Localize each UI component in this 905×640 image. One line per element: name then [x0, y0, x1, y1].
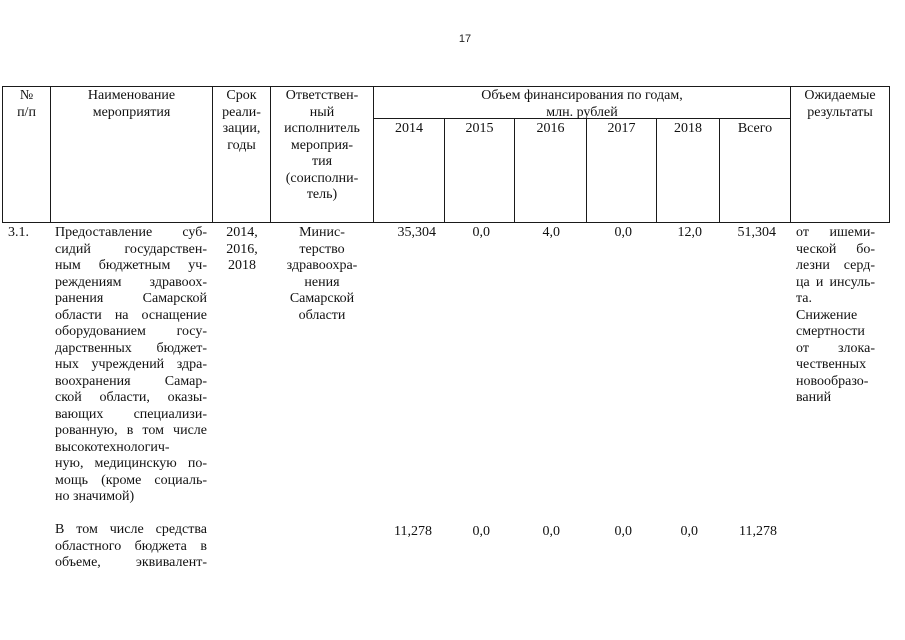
header-results-line: результаты [807, 104, 873, 120]
activity-name-line: ную, медицинскую по- [55, 456, 207, 471]
header-executor-line: мероприя- [290, 137, 354, 153]
activity-name-line: Предоставление суб- [55, 225, 207, 240]
activity-name-line: области на оснащение [55, 307, 207, 323]
header-num-line: п/п [17, 104, 36, 120]
header-num [3, 88, 50, 121]
activity-name-line: воохранения Самар- [55, 373, 207, 389]
results-line: ческой бо- [796, 241, 875, 257]
value-2018[interactable]: 12,0 [677, 225, 702, 240]
term-line: 2016, [226, 241, 258, 257]
header-results [791, 88, 889, 121]
results-line: смертности [796, 324, 865, 339]
header-year-2016: 2016 [536, 121, 565, 136]
results-line: новообразо- [796, 373, 869, 389]
results-line: лезни серд- [796, 258, 875, 273]
header-year-2018: 2018 [674, 121, 702, 136]
row-number: 3.1. [8, 225, 29, 240]
activity-name-line: ской области, оказы- [55, 390, 207, 405]
activity-name-line: оборудованием госу- [55, 324, 207, 339]
executor-line: здравоохра- [286, 258, 358, 273]
header-name-line: мероприятия [92, 104, 171, 120]
executor-line: нения [304, 274, 340, 290]
results-line: Снижение [796, 307, 858, 323]
header-term [213, 88, 270, 154]
header-executor [271, 88, 373, 204]
row-term[interactable] [215, 225, 269, 275]
header-term-line: Срок [226, 88, 257, 103]
activity-name-line: мощь (кроме социаль- [55, 472, 207, 488]
header-num-line: № [19, 88, 34, 103]
subrow-name-line: объеме, эквивалент- [55, 555, 207, 570]
subrow-value-2018[interactable]: 0,0 [680, 524, 698, 539]
activity-name-line: реждениям здравоох- [55, 274, 207, 290]
subrow-name-line: В том числе средства [55, 522, 207, 537]
activity-name-line: рованную, в том числе [55, 423, 207, 438]
value-2015[interactable]: 0,0 [472, 225, 490, 240]
results-line: чественных [796, 357, 867, 372]
results-line: ваний [796, 390, 832, 405]
activity-name-line: сидий государствен- [55, 241, 207, 257]
activity-name-line: но значимой) [55, 489, 135, 504]
activity-name-line: ранения Самарской [55, 291, 207, 306]
executor-line: Минис- [299, 225, 345, 240]
subrow-value-2014[interactable]: 11,278 [394, 524, 432, 539]
header-executor-line: исполнитель [284, 121, 360, 136]
row-activity-name[interactable] [55, 225, 207, 506]
executor-line: области [298, 307, 346, 323]
header-executor-line: тия [311, 154, 333, 169]
header-year-2014: 2014 [395, 121, 423, 136]
activity-name-line: вающих специализи- [55, 406, 207, 422]
header-term-line: годы [227, 137, 256, 153]
table-top-border [2, 86, 890, 87]
subrow-value-2016[interactable]: 0,0 [542, 524, 560, 539]
activity-name-line: высокотехнологич- [55, 439, 170, 455]
subrow-value-total[interactable]: 11,278 [739, 524, 777, 539]
header-name[interactable] [51, 88, 212, 121]
value-total[interactable]: 51,304 [737, 225, 776, 240]
results-line: ца и инсуль- [796, 274, 875, 290]
row-executor[interactable] [272, 225, 372, 324]
header-term-line: реали- [222, 104, 261, 120]
header-funding-line: млн. рублей [546, 104, 618, 120]
header-funding-title[interactable] [374, 88, 790, 121]
value-2017[interactable]: 0,0 [614, 225, 632, 240]
row-expected-results[interactable] [796, 225, 875, 407]
subrow-value-2015[interactable]: 0,0 [472, 524, 490, 539]
header-year-2017: 2017 [607, 121, 636, 136]
value-2014[interactable]: 35,304 [397, 225, 436, 240]
executor-line: Самарской [289, 291, 355, 306]
header-total: Всего [737, 121, 773, 136]
term-line: 2018 [228, 258, 256, 273]
header-bottom-border [2, 222, 890, 223]
subrow-name[interactable] [55, 522, 207, 572]
page-number: 17 [458, 33, 472, 45]
header-year-2015: 2015 [465, 121, 494, 136]
value-2016[interactable]: 4,0 [542, 225, 560, 240]
header-executor-line: Ответствен- [285, 88, 359, 103]
header-term-line: зации, [222, 121, 261, 136]
results-line: от ишеми- [796, 225, 875, 240]
term-line: 2014, [226, 225, 258, 240]
col-border-11 [889, 86, 890, 223]
executor-line: терство [299, 241, 345, 257]
header-funding-line: Объем финансирования по годам, [481, 88, 683, 103]
header-results-line: Ожидаемые [804, 88, 876, 103]
results-line: та. [796, 291, 813, 306]
subrow-name-line: областного бюджета в [55, 538, 207, 554]
activity-name-line: ным бюджетным уч- [55, 258, 207, 273]
header-executor-line: (соисполни- [285, 170, 359, 186]
header-name-line: Наименование [87, 88, 176, 103]
activity-name-line: дарственных бюджет- [55, 340, 207, 356]
header-executor-line: тель) [306, 187, 338, 202]
header-executor-line: ный [309, 104, 335, 120]
subrow-value-2017[interactable]: 0,0 [614, 524, 632, 539]
activity-name-line: ных учреждений здра- [55, 357, 207, 372]
results-line: от злока- [796, 340, 875, 356]
